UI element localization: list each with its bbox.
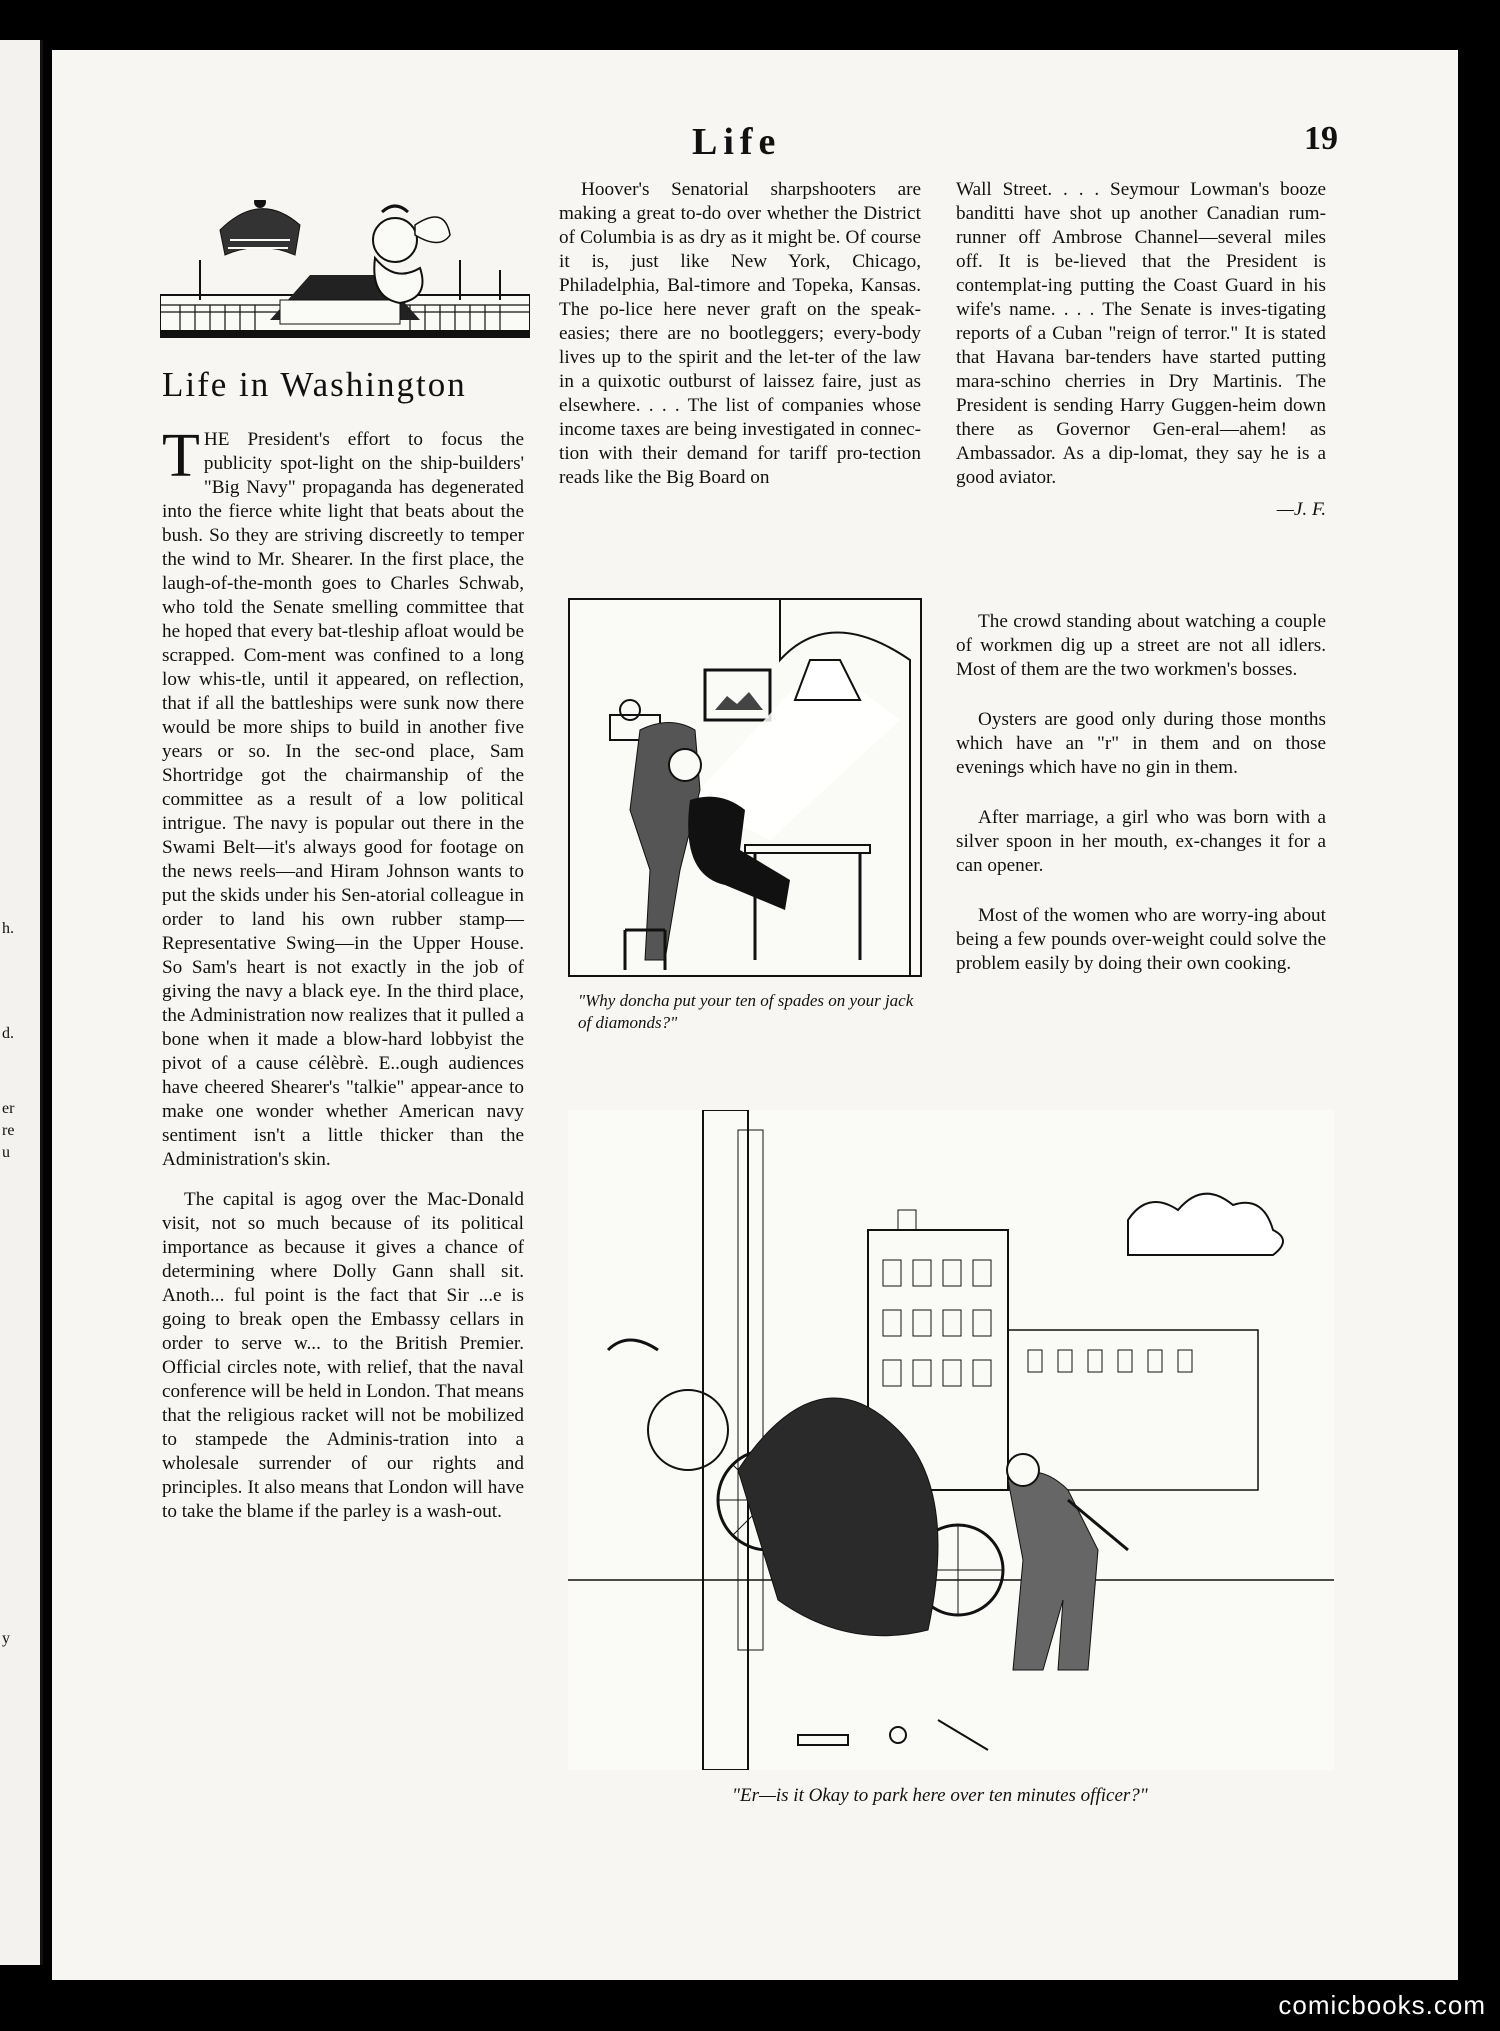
article-paragraph: Wall Street. . . . Seymour Lowman's booze banditti have shot up another Canadian rum-runner off Ambrose Channel—several miles off. It is be-lieved that the President is contemplat-ing putting the Coast Guard in his wife's name. . . . The Senate is inves-tigating reports of a Cuban "reign of terror." It is stated that Havana bar-tenders have started putting mara-schino cherries in Dry Martinis. The President is sending Harry Guggen-heim down there as Governor Gen-eral—ahem! as Ambassador. As a dip-lomat, they say he is a good aviator. [956, 179, 1326, 488]
left-fragment: d. [2, 1025, 14, 1042]
magazine-page [52, 50, 1458, 1980]
article-paragraph: The capital is agog over the Mac-Donald visit, not so much because of its political importance as because it gives a chance of determining where Dolly Gann shall sit. Anoth... ful point is the fact that Sir ...e is going to break open the Embassy cellars in order to serve w... to the British Premier. Official circles note, with relief, that the naval conference will be held in London. That means that the religious racket will not be mobilized to stampede the Adminis-tration into a wholesale surrender of our rights and principles. It also means that London will have to take the blame if the parley is a wash-out. [162, 1189, 524, 1522]
filler-item: After marriage, a girl who was born with a silver spoon in her mouth, ex-changes it for a can opener. [956, 807, 1326, 876]
filler-item: Most of the women who are worry-ing about being a few pounds over-weight could solve the problem easily by doing their own cooking. [956, 905, 1326, 974]
magazine-title: Life [692, 121, 782, 163]
capitol-vignette-illustration [160, 200, 530, 340]
article-heading: Life in Washington [162, 365, 467, 404]
previous-page-sliver [0, 40, 43, 1965]
cartoon-card-players-drawing [570, 600, 920, 975]
article-column-1 [162, 422, 524, 1540]
cartoon-card-players [568, 598, 922, 977]
author-signature: —J. F. [1276, 499, 1326, 520]
cartoon-wrecked-car-drawing [568, 1110, 1334, 1770]
cartoon-card-players-caption: "Why doncha put your ten of spades on your jack of diamonds?" [578, 991, 914, 1032]
page-number: 19 [1304, 120, 1338, 157]
left-fragment: h. [2, 920, 14, 937]
left-fragment: re [2, 1122, 15, 1139]
filler-column [956, 610, 1326, 992]
cartoon-wrecked-car-caption: "Er—is it Okay to park here over ten minutes officer?" [732, 1785, 1148, 1806]
filler-item: Oysters are good only during those months which have an "r" in them and on those evenings which have no gin in them. [956, 709, 1326, 778]
site-watermark: comicbooks.com [1278, 1990, 1486, 2020]
cartoon-wrecked-car [568, 1110, 1334, 1770]
article-column-2 [559, 178, 921, 506]
drop-cap: T [162, 422, 200, 490]
article-column-3 [956, 178, 1326, 522]
left-fragment: u [2, 1144, 10, 1161]
left-fragment: er [2, 1100, 15, 1117]
article-paragraph: THE President's effort to focus the publicity spot-light on the ship-builders' "Big Navy" propaganda has degenerated into the fierce white light that beats about the bush. So they are striving discreetly to temper the wind to Mr. Shearer. In the first place, the laugh-of-the-month goes to Charles Schwab, who told the Senate smelling committee that he hoped that every bat-tleship afloat would be scrapped. Com-ment was confined to a long low whis-tle, until it appeared, on reflection, that if all the battleships were sunk now there would be more ships to build in another five years or so. In the sec-ond place, Sam Shortridge got the chairmanship of the committee as a result of a low political intrigue. The navy is popular out there in the Swami Belt—it's always good for footage on the news reels—and Hiram Johnson wants to put the skids under his Sen-atorial colleague in order to land his own rubber stamp—Representative Swing—in the Upper House. So Sam's heart is not exactly in the job of giving the navy a black eye. In the third place, the Administration now realizes that it pulled a bone when it made a blow-hard lobbyist the pivot of a cause célèbrè. E..ough audiences have cheered Shearer's "talkie" appear-ance to make one wonder whether American navy sentiment isn't a little thicker than the Administration's skin. [162, 422, 524, 1170]
filler-item: The crowd standing about watching a couple of workmen dig up a street are not all idlers. Most of them are the two workmen's bosses. [956, 611, 1326, 680]
left-fragment: y [2, 1630, 10, 1647]
article-paragraph: Hoover's Senatorial sharpshooters are making a great to-do over whether the District of Columbia is as dry as it might be. Of course it is, just like New York, Chicago, Philadelphia, Bal-timore and Topeka, Kansas. The po-lice here never graft on the speak-easies; there are no bootleggers; every-body lives up to the spirit and the let-ter of the law in a quixotic outburst of laissez faire, just as elsewhere. . . . The list of companies whose income taxes are being investigated in connec-tion with their demand for tariff pro-tection reads like the Big Board on [559, 179, 921, 488]
